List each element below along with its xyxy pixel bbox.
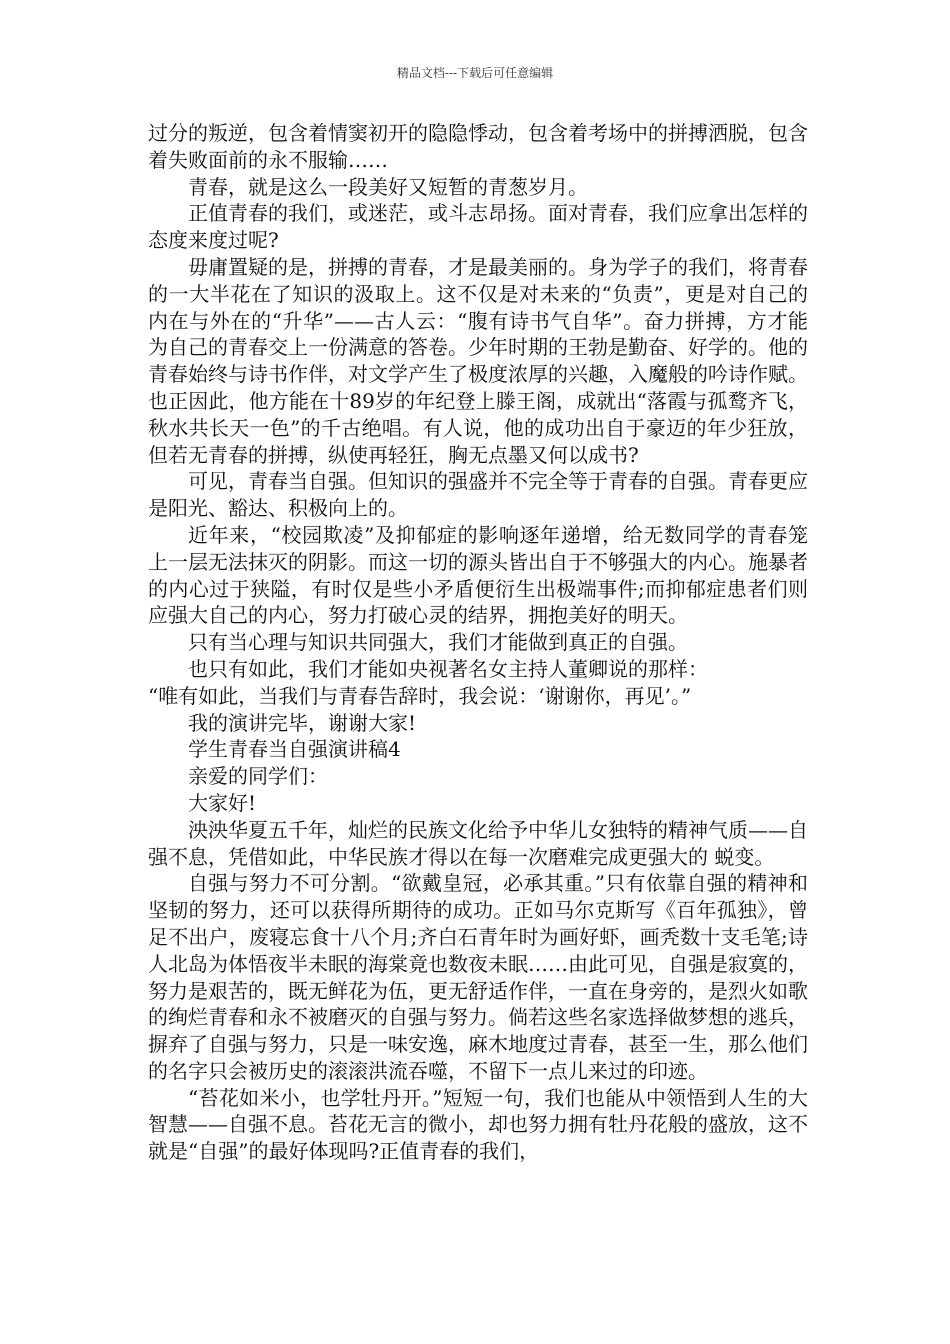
paragraph: “苔花如米小，也学牡丹开。”短短一句，我们也能从中领悟到人生的大智慧——自强不息。苔花无言的微小，却也努力拥有牡丹花般的盛放，这不就是“自强”的最好体现吗?正值青春的我们，: [148, 1085, 808, 1164]
salutation: 亲爱的同学们：: [188, 764, 328, 789]
paragraph: 过分的叛逆，包含着情窦初开的隐隐悸动，包含着考场中的拼搏洒脱，包含着失败面前的永不服输……: [148, 121, 808, 172]
document-body: [148, 120, 808, 1165]
paragraph: 近年来，“校园欺凌”及抑郁症的影响逐年递增，给无数同学的青春笼上一层无法抹灭的阴影。而这一切的源头皆出自于不够强大的内心。施暴者的内心过于狭隘，有时仅是些小矛盾便衍生出极端事件;而抑郁症患者们则应强大自己的内心，努力打破心灵的结界，拥抱美好的明天。: [148, 522, 808, 628]
paragraph: 只有当心理与知识共同强大，我们才能做到真正的自强。: [188, 630, 688, 655]
paragraph: 泱泱华夏五千年，灿烂的民族文化给予中华儿女独特的精神气质——自强不息，凭借如此，中华民族才得以在每一次磨难完成更强大的 蜕变。: [148, 817, 808, 869]
page-header: 精品文档---下载后可任意编辑: [396, 66, 554, 80]
section-title: 学生青春当自强演讲稿4: [188, 737, 401, 762]
paragraph: 我的演讲完毕，谢谢大家!: [188, 710, 417, 735]
paragraph: 自强与努力不可分割。“欲戴皇冠，必承其重。”只有依靠自强的精神和坚韧的努力，还可以获得所期待的成功。正如马尔克斯写《百年孤独》，曾足不出户，废寝忘食十八个月;齐白石青年时为画好虾，画秃数十支毛笔;诗人北岛为体悟夜半未眠的海棠竟也数夜未眠……由此可见，自强是寂寞的，努力是艰苦的，既无鲜花为伍，更无舒适作伴，一直在身旁的，是烈火如歌的绚烂青春和永不被磨灭的自强与努力。倘若这些名家选择做梦想的逃兵，摒弃了自强与努力，只是一味安逸，麻木地度过青春，甚至一生，那么他们的名字只会被历史的滚滚洪流吞噬，不留下一点儿来过的印迹。: [148, 871, 808, 1083]
paragraph: 正值青春的我们，或迷茫，或斗志昂扬。面对青春，我们应拿出怎样的态度来度过呢?: [148, 201, 808, 253]
paragraph: 青春，就是这么一段美好又短暂的青葱岁月。: [188, 174, 588, 199]
greeting: 大家好!: [188, 790, 257, 815]
paragraph: 毋庸置疑的是，拼搏的青春，才是最美丽的。身为学子的我们，将青春的一大半花在了知识的汲取上。这不仅是对未来的“负责”，更是对自己的内在与外在的“升华”——古人云：“腹有诗书气自华”。奋力拼搏，方才能为自己的青春交上一份满意的答卷。少年时期的王勃是勤奋、好学的。他的青春始终与诗书作伴，对文学产生了极度浓厚的兴趣，入魔般的吟诗作赋。也正因此，他方能在十89岁的年纪登上滕王阁，成就出“落霞与孤鹜齐飞，秋水共长天一色”的千古绝唱。有人说，他的成功出自于豪迈的年少狂放，但若无青春的拼搏，纵使再轻狂，胸无点墨又何以成书?: [148, 254, 808, 467]
paragraph: 也只有如此，我们才能如央视著名女主持人董卿说的那样：: [188, 656, 708, 681]
paragraph: 可见，青春当自强。但知识的强盛并不完全等于青春的自强。青春更应是阳光、豁达、积极向上的。: [148, 469, 808, 521]
quote-paragraph: “唯有如此，当我们与青春告辞时，我会说：‘谢谢你，再见’。”: [148, 683, 692, 708]
